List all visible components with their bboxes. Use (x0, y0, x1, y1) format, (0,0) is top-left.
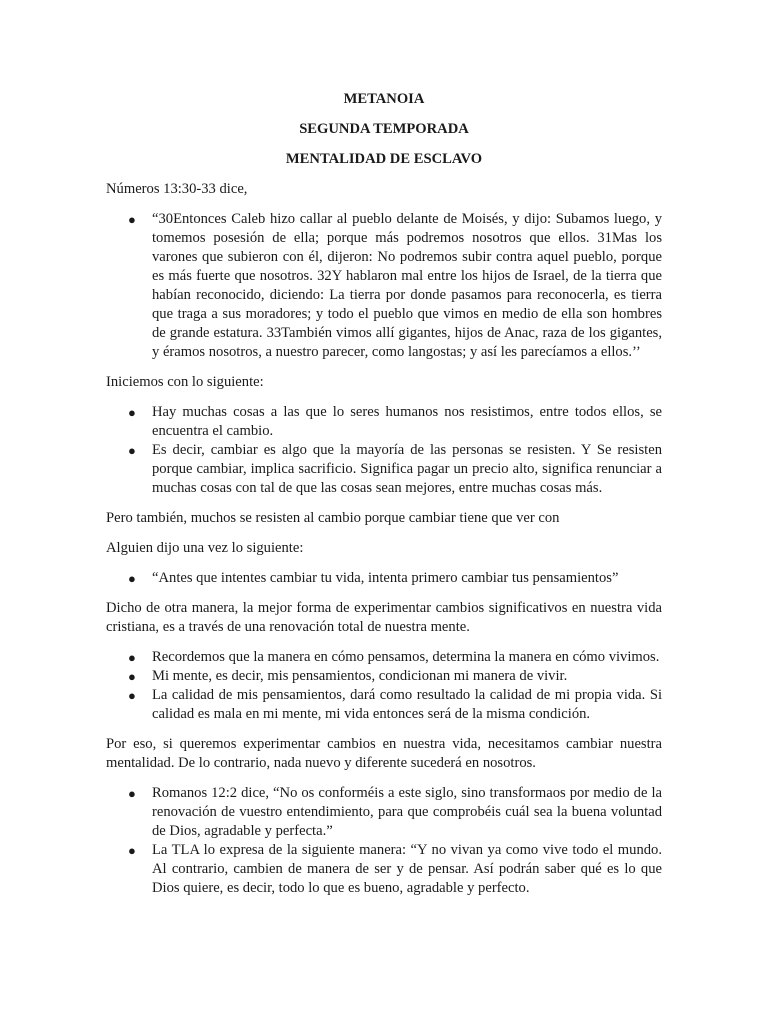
list-item-text: “Antes que intentes cambiar tu vida, intenta primero cambiar tus pensamientos” (152, 570, 619, 586)
bullet-list (106, 648, 662, 724)
bullet-icon: ● (128, 212, 136, 227)
list-item (106, 667, 662, 686)
list-item (106, 441, 662, 498)
bullet-icon: ● (128, 443, 136, 458)
document-subtitle: SEGUNDA TEMPORADA (299, 121, 469, 137)
paragraph: Por eso, si queremos experimentar cambios en nuestra vida, necesitamos cambiar nuestra mentalidad. De lo contrario, nada nuevo y diferente sucederá en nosotros. (106, 736, 662, 771)
list-item (106, 841, 662, 898)
document-title: METANOIA (343, 91, 425, 107)
paragraph: Pero también, muchos se resisten al cambio porque cambiar tiene que ver con (106, 510, 560, 526)
document-body (106, 180, 662, 898)
list-item (106, 686, 662, 724)
list-item-text: “30Entonces Caleb hizo callar al pueblo delante de Moisés, y dijo: Subamos luego, y tomemos posesión de ella; porque más podremos nosotros que ellos. 31Mas los varones que subieron con él, dijeron: No podremos subir contra aquel pueblo, porque es más fuerte que nosotros. 32Y hablaron mal entre los hijos de Israel, de la tierra que habían reconocido, diciendo: La tierra por donde pasamos para reconocerla, es tierra que traga a sus moradores; y todo el pueblo que vimos en medio de ella son hombres de grande estatura. 33También vimos allí gigantes, hijos de Anac, raza de los gigantes, y éramos nosotros, a nuestro parecer, como langostas; y así les parecíamos a ellos.’’ (152, 211, 662, 360)
bullet-list (106, 210, 662, 362)
bullet-icon: ● (128, 405, 136, 420)
list-item-text: Es decir, cambiar es algo que la mayoría de las personas se resisten. Y Se resisten porque cambiar, implica sacrificio. Significa pagar un precio alto, significa renunciar a muchas cosas con tal de que las cosas sean mejores, entre muchas cosas más. (152, 442, 662, 496)
list-item (106, 569, 662, 588)
section-title: MENTALIDAD DE ESCLAVO (285, 151, 483, 167)
paragraph: Números 13:30-33 dice, (106, 181, 248, 197)
list-item-text: Hay muchas cosas a las que lo seres humanos nos resistimos, entre todos ellos, se encuentra el cambio. (152, 404, 662, 439)
paragraph: Alguien dijo una vez lo siguiente: (106, 540, 304, 556)
bullet-list (106, 569, 662, 588)
list-item-text: Mi mente, es decir, mis pensamientos, condicionan mi manera de vivir. (152, 668, 568, 684)
list-item-text: Romanos 12:2 dice, “No os conforméis a este siglo, sino transformaos por medio de la renovación de vuestro entendimiento, para que comprobéis cuál sea la buena voluntad de Dios, agradable y perfecta.” (152, 785, 662, 839)
list-item (106, 648, 662, 667)
list-item-text: La TLA lo expresa de la siguiente manera: “Y no vivan ya como vive todo el mundo. Al contrario, cambien de manera de ser y de pensar. Así podrán saber qué es lo que Dios quiere, es decir, todo lo que es bueno, agradable y perfecto. (152, 842, 662, 896)
list-item-text: La calidad de mis pensamientos, dará como resultado la calidad de mi propia vida. Si calidad es mala en mi mente, mi vida entonces será de la misma condición. (152, 687, 662, 722)
bullet-icon: ● (128, 669, 136, 684)
bullet-list (106, 403, 662, 498)
bullet-list (106, 784, 662, 898)
list-item (106, 403, 662, 441)
bullet-icon: ● (128, 650, 136, 665)
list-item-text: Recordemos que la manera en cómo pensamos, determina la manera en cómo vivimos. (152, 649, 660, 665)
bullet-icon: ● (128, 688, 136, 703)
list-item (106, 210, 662, 362)
bullet-icon: ● (128, 786, 136, 801)
paragraph: Dicho de otra manera, la mejor forma de experimentar cambios significativos en nuestra vida cristiana, es a través de una renovación total de nuestra mente. (106, 600, 662, 635)
bullet-icon: ● (128, 571, 136, 586)
list-item (106, 784, 662, 841)
bullet-icon: ● (128, 843, 136, 858)
paragraph: Iniciemos con lo siguiente: (106, 374, 264, 390)
